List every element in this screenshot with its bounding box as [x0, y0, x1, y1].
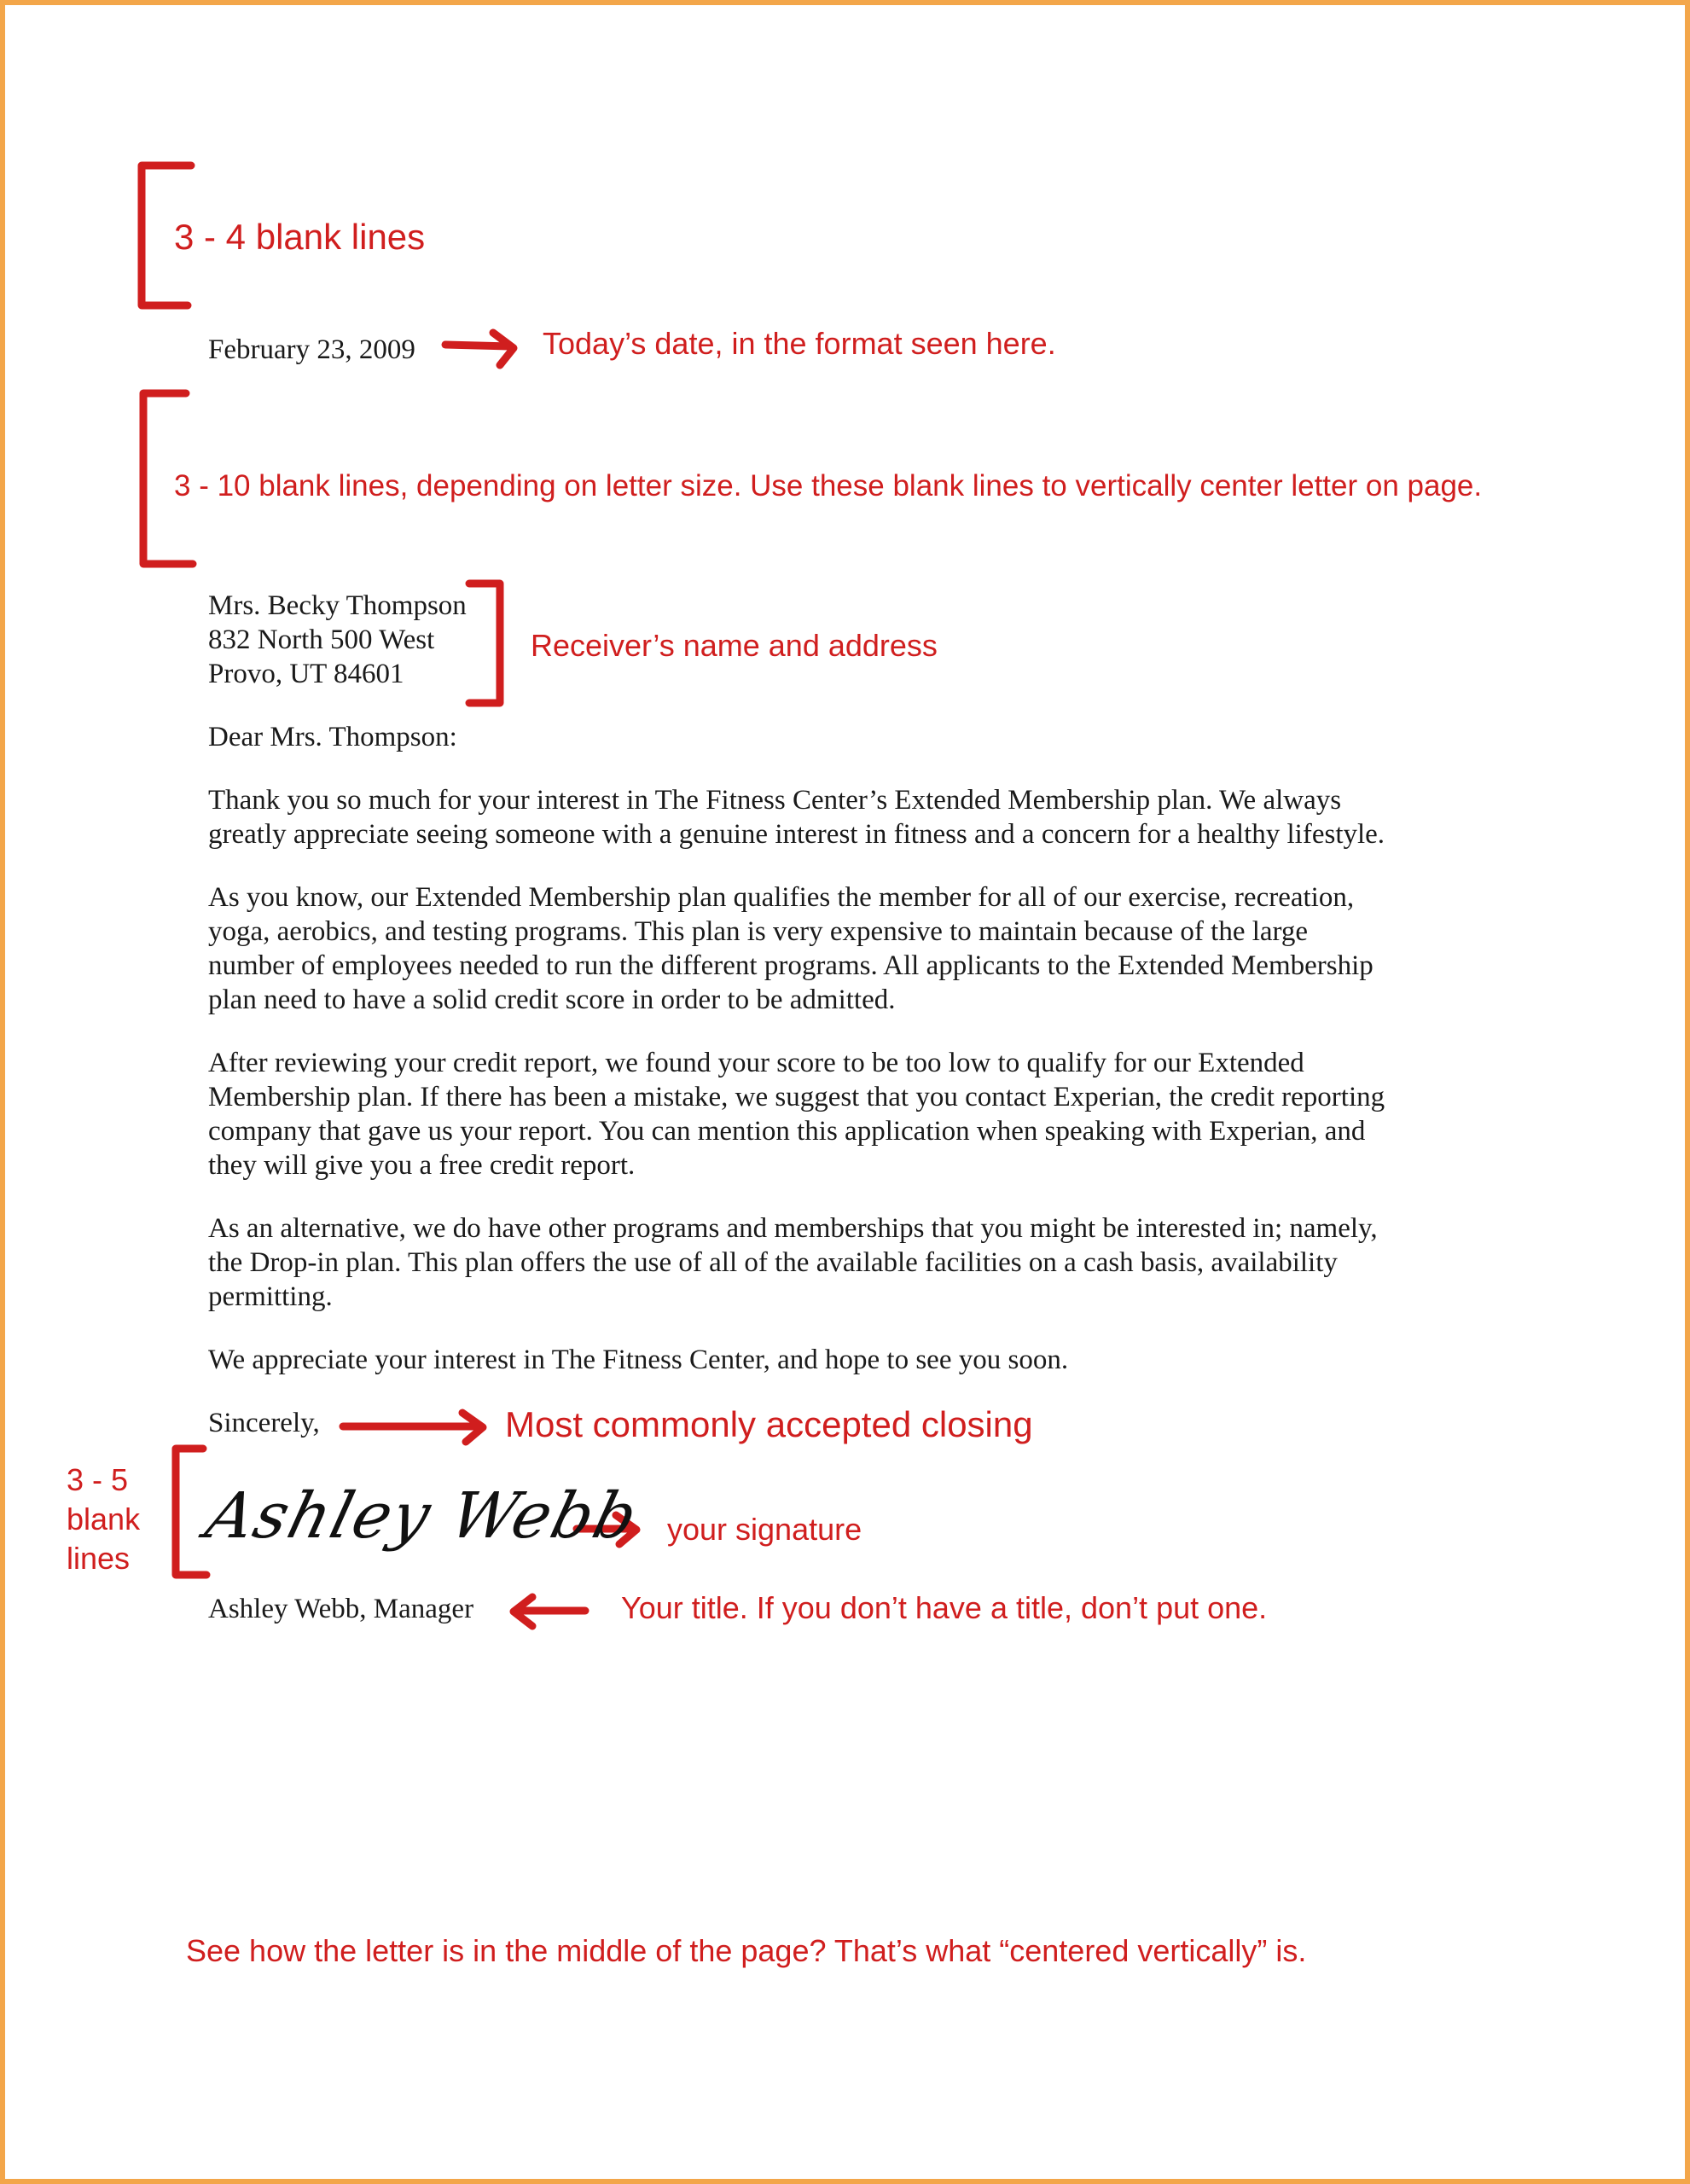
sig-blank-line-1: 3 - 5	[67, 1462, 129, 1497]
paragraph-3	[208, 1046, 1539, 1182]
sig-blank-line-3: lines	[67, 1541, 131, 1576]
paragraph-line: After reviewing your credit report, we found your score to be too low to qualify for our Extended	[208, 1048, 1304, 1078]
paragraph-line: Thank you so much for your interest in The Fitness Center’s Extended Membership plan. We always	[208, 785, 1342, 816]
signature-note: your signature	[667, 1512, 862, 1547]
letter-page	[5, 5, 1685, 2179]
paragraph-4	[208, 1211, 1539, 1314]
paragraph-5	[208, 1343, 1539, 1377]
receiver-bracket	[469, 584, 500, 703]
paragraph-line: the Drop-in plan. This plan offers the use of all of the available facilities on a cash basis, availability	[208, 1247, 1338, 1278]
date-arrow	[445, 345, 510, 346]
date-note: Today’s date, in the format seen here.	[543, 326, 1056, 361]
paragraph-line: plan need to have a solid credit score in order to be admitted.	[208, 985, 896, 1015]
signature-bracket	[176, 1449, 206, 1575]
paragraph-line: As you know, our Extended Membership plan qualifies the member for all of our exercise, recreation,	[208, 882, 1355, 913]
paragraph-line: yoga, aerobics, and testing programs. This plan is very expensive to maintain because of the large	[208, 916, 1309, 947]
address-line-1: Mrs. Becky Thompson	[208, 590, 467, 621]
paragraph-line: they will give you a free credit report.	[208, 1150, 636, 1181]
signer-name-title: Ashley Webb, Manager	[208, 1594, 474, 1624]
paragraph-2	[208, 880, 1539, 1017]
closing: Sincerely,	[208, 1408, 320, 1438]
paragraph-line: We appreciate your interest in The Fitness Center, and hope to see you soon.	[208, 1345, 1069, 1375]
address-line-2: 832 North 500 West	[208, 624, 435, 655]
sig-blank-note	[67, 1461, 140, 1578]
title-note: Your title. If you don’t have a title, don’t put one.	[621, 1590, 1268, 1625]
handwritten-signature: Ashley Webb	[199, 1479, 647, 1553]
receiver-note: Receiver’s name and address	[531, 628, 938, 663]
letter-date: February 23, 2009	[208, 334, 415, 365]
paragraph-line: greatly appreciate seeing someone with a genuine interest in fitness and a concern for a healthy lifestyle.	[208, 819, 1385, 850]
paragraph-line: permitting.	[208, 1281, 333, 1312]
bottom-note: See how the letter is in the middle of the page? That’s what “centered vertically” is.	[186, 1933, 1307, 1968]
top-blank-note: 3 - 4 blank lines	[174, 217, 426, 257]
sig-blank-line-2: blank	[67, 1502, 141, 1536]
salutation: Dear Mrs. Thompson:	[208, 722, 457, 752]
paragraph-1	[208, 783, 1539, 851]
closing-note: Most commonly accepted closing	[505, 1404, 1033, 1444]
address-line-3: Provo, UT 84601	[208, 659, 404, 689]
mid-blank-note: 3 - 10 blank lines, depending on letter size. Use these blank lines to vertically center letter on page.	[174, 469, 1483, 502]
paragraph-line: As an alternative, we do have other programs and memberships that you might be interested in; namely,	[208, 1213, 1378, 1244]
paragraph-line: number of employees needed to run the different programs. All applicants to the Extended Membership	[208, 950, 1373, 981]
paragraph-line: company that gave us your report. You can mention this application when speaking with Experian, and	[208, 1116, 1366, 1147]
paragraph-line: Membership plan. If there has been a mistake, we suggest that you contact Experian, the credit reporting	[208, 1082, 1385, 1112]
